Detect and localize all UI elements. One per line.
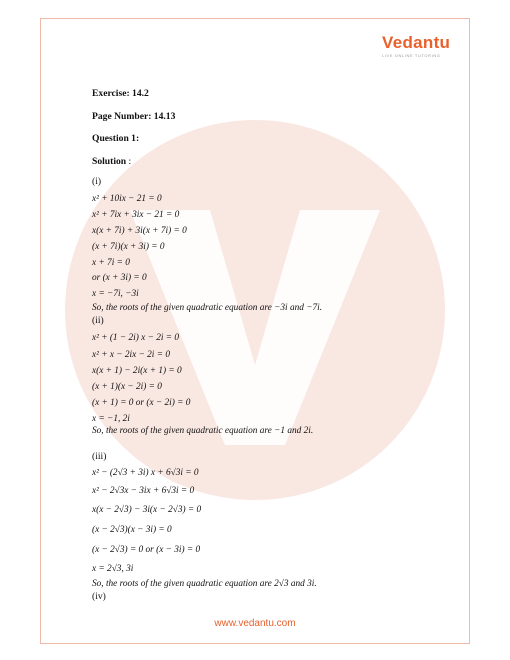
equation-line: x(x − 2√3) − 3i(x − 2√3) = 0 xyxy=(92,505,202,515)
equation-line: x² + 7ix + 3ix − 21 = 0 xyxy=(92,210,180,220)
equation-line: (x − 2√3) = 0 or (x − 3i) = 0 xyxy=(92,545,201,555)
solution-label xyxy=(92,156,131,168)
logo-wordmark: Vedantu xyxy=(382,33,451,52)
logo-tagline: LIVE ONLINE TUTORING xyxy=(382,53,441,58)
equation-line: x² + 10ix − 21 = 0 xyxy=(92,194,162,204)
equation-line: x = 2√3, 3i xyxy=(92,564,134,574)
equation-line: x² − 2√3x − 3ix + 6√3i = 0 xyxy=(92,486,195,496)
part-iv-label: (iv) xyxy=(92,591,106,602)
exercise-label: Exercise: 14.2 xyxy=(92,88,149,99)
equation-line: (x − 2√3)(x − 3i) = 0 xyxy=(92,525,172,535)
part-i-label: (i) xyxy=(92,176,102,187)
footer-url[interactable]: www.vedantu.com xyxy=(214,618,296,629)
equation-line: x² − (2√3 + 3i) x + 6√3i = 0 xyxy=(92,468,199,478)
part-ii-label: (ii) xyxy=(92,315,104,326)
equation-line: (x + 1) = 0 or (x − 2i) = 0 xyxy=(92,398,191,408)
conclusion-iii: So, the roots of the given quadratic equation are 2√3 and 3i. xyxy=(92,579,317,589)
equation-line: (x + 1)(x − 2i) = 0 xyxy=(92,382,162,392)
equation-line: x(x + 7i) + 3i(x + 7i) = 0 xyxy=(92,226,187,236)
vedantu-logo xyxy=(382,34,464,58)
question-label: Question 1: xyxy=(92,133,140,144)
equation-line: or (x + 3i) = 0 xyxy=(92,273,147,283)
conclusion-i: So, the roots of the given quadratic equation are −3i and −7i. xyxy=(92,303,323,313)
part-iii-label: (iii) xyxy=(92,451,107,462)
equation-line: x² + x − 2ix − 2i = 0 xyxy=(92,350,170,360)
equation-line: x = −1, 2i xyxy=(92,414,130,424)
equation-line: x + 7i = 0 xyxy=(92,258,130,268)
equation-line: (x + 7i)(x + 3i) = 0 xyxy=(92,242,165,252)
page-number-label: Page Number: 14.13 xyxy=(92,111,176,122)
equation-line: x² + (1 − 2i) x − 2i = 0 xyxy=(92,333,180,343)
conclusion-ii: So, the roots of the given quadratic equation are −1 and 2i. xyxy=(92,426,314,436)
equation-line: x(x + 1) − 2i(x + 1) = 0 xyxy=(92,366,182,376)
solution-text: Solution xyxy=(92,156,127,167)
solution-colon: : xyxy=(126,156,132,167)
equation-line: x = −7i, −3i xyxy=(92,289,139,299)
